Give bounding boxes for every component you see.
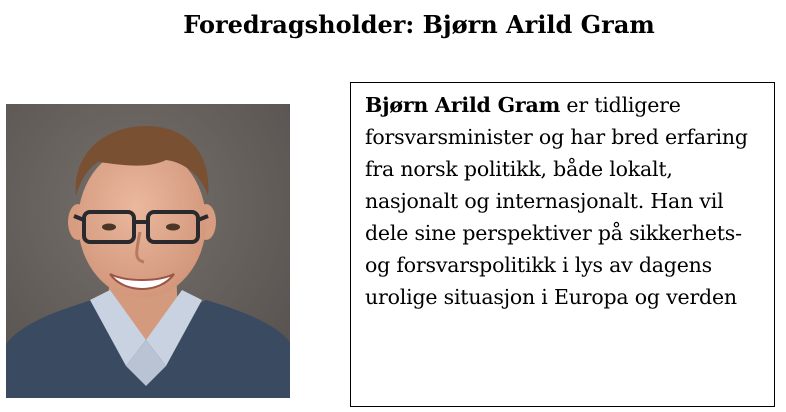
- bio-speaker-name: Bjørn Arild Gram: [365, 93, 561, 117]
- speaker-photo: [6, 104, 290, 398]
- bio-text: er tidligere forsvarsminister og har bred erfaring fra norsk politikk, både lokalt, nasjonalt og internasjonalt. Han vil dele sine perspektiver på sikkerhets- og forsvarspolitikk i lys av dagens urolige situasjon i Europa og verden: [365, 93, 748, 309]
- page-title: Foredragsholder: Bjørn Arild Gram: [183, 10, 655, 39]
- speaker-bio: [350, 82, 775, 407]
- speaker-portrait-icon: [6, 104, 290, 398]
